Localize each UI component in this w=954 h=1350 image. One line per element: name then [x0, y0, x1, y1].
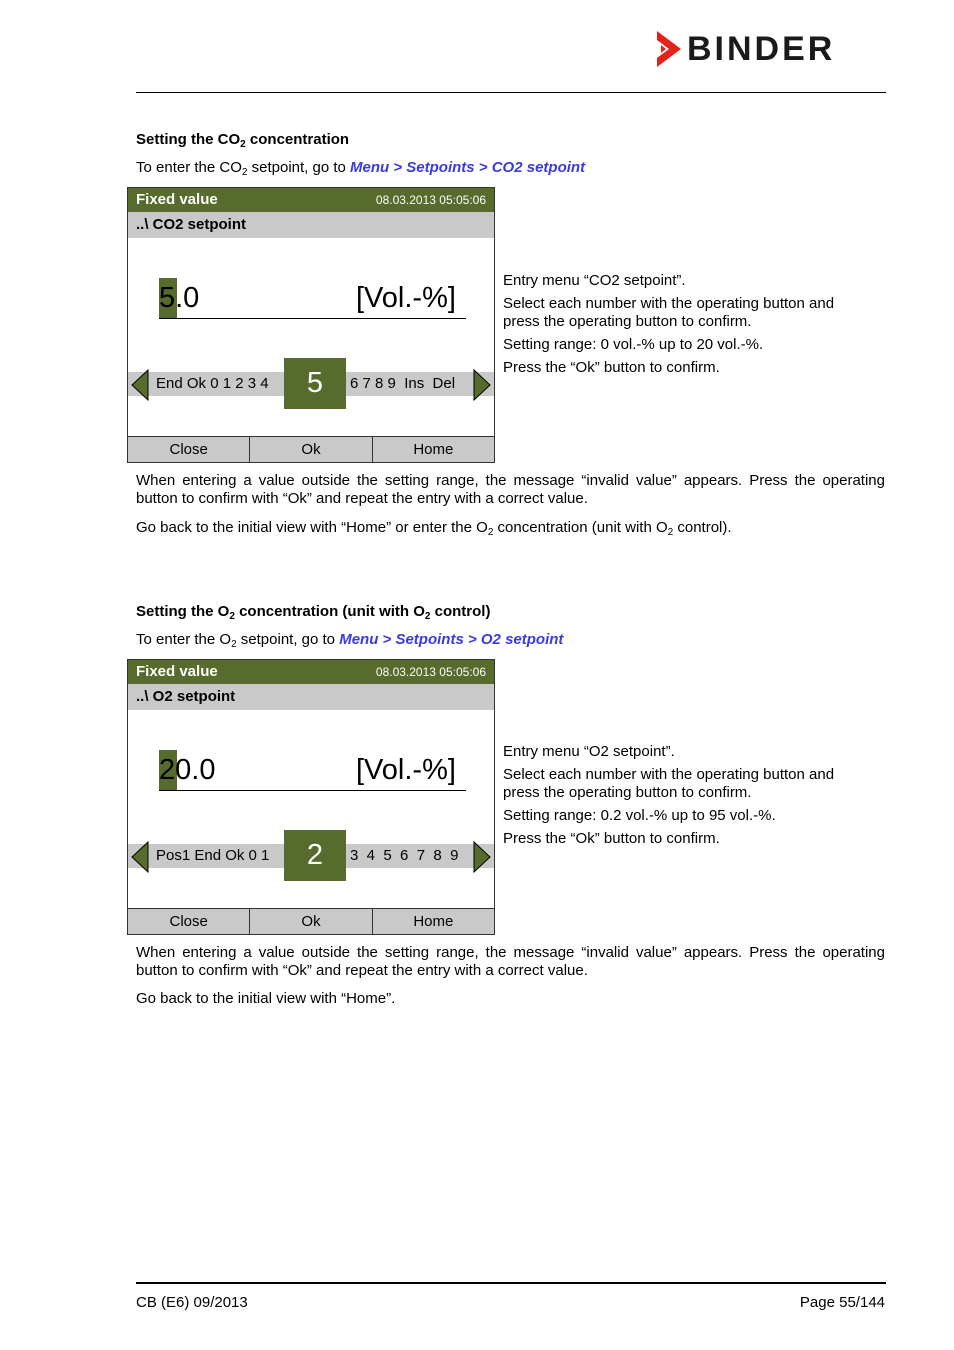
desc-line: Setting range: 0 vol.-% up to 20 vol.-%. [503, 336, 764, 353]
selector-left-items: End Ok 0 1 2 3 4 [156, 375, 269, 392]
screen-button-row [128, 908, 494, 935]
close-button[interactable]: Close [169, 913, 208, 930]
binder-logo [655, 30, 835, 68]
screen-title: Fixed value [136, 191, 218, 208]
setpoint-value-field[interactable] [159, 276, 466, 319]
co2-description [503, 272, 873, 382]
close-button[interactable]: Close [169, 441, 208, 458]
co2-menu-path: Menu > Setpoints > CO2 setpoint [350, 159, 586, 176]
desc-line: Press the “Ok” button to confirm. [503, 359, 720, 376]
o2-invalid-note: When entering a value outside the setting range, the message “invalid value” appears. Press the operating button to confirm with “Ok” and repeat the entry with a correct value. [136, 944, 885, 979]
setpoint-value: 20.0 [159, 754, 216, 786]
desc-line: Select each number with the operating button and press the operating button to confirm. [503, 295, 835, 330]
o2-menu-path: Menu > Setpoints > O2 setpoint [339, 631, 564, 648]
o2-intro: To enter the $O_2$ setpoint, go to Menu > Setpoints > O2 setpoint [136, 631, 564, 650]
setpoint-value: 5.0 [159, 282, 200, 314]
co2-heading: Setting the $CO_2$ concentration [136, 131, 350, 150]
selector-right-items: 6 7 8 9 Ins Del [350, 375, 456, 392]
selector-left-items: Pos1 End Ok 0 1 [156, 847, 270, 864]
arrow-left-icon[interactable] [130, 369, 150, 401]
screen-title: Fixed value [136, 663, 218, 680]
footer-rule [136, 1282, 886, 1284]
co2-setpoint-screen [127, 187, 495, 463]
header-rule [136, 92, 886, 93]
arrow-left-icon[interactable] [130, 841, 150, 873]
co2-back-note: Go back to the initial view with “Home” or enter the $O_2$ concentration (unit with $O_2$ control). [136, 519, 732, 538]
screen-breadcrumb: ..\ O2 setpoint [128, 684, 494, 710]
arrow-right-icon[interactable] [472, 369, 492, 401]
setpoint-unit: [Vol.-%] [356, 754, 456, 786]
desc-line: Setting range: 0.2 vol.-% up to 95 vol.-%. [503, 807, 776, 824]
setpoint-unit: [Vol.-%] [356, 282, 456, 314]
o2-setpoint-screen [127, 659, 495, 935]
binder-logo-icon [655, 31, 683, 67]
logo-text: BINDER [687, 30, 836, 68]
o2-back-note: Go back to the initial view with “Home”. [136, 990, 396, 1007]
screen-header [128, 660, 494, 684]
desc-line: Entry menu “O2 setpoint”. [503, 743, 675, 760]
footer-page-number: Page 55/144 [799, 1294, 885, 1311]
footer-doc-code: CB (E6) 09/2013 [136, 1294, 248, 1311]
screen-button-row [128, 436, 494, 463]
home-button[interactable]: Home [372, 437, 494, 463]
home-button[interactable]: Home [372, 909, 494, 935]
selector-right-items: 3 4 5 6 7 8 9 [350, 847, 459, 864]
screen-breadcrumb: ..\ CO2 setpoint [128, 212, 494, 238]
screen-datetime: 08.03.2013 05:05:06 [375, 193, 486, 207]
desc-line: Press the “Ok” button to confirm. [503, 830, 720, 847]
screen-header [128, 188, 494, 212]
setpoint-value-field[interactable] [159, 748, 466, 791]
arrow-right-icon[interactable] [472, 841, 492, 873]
ok-button[interactable]: Ok [249, 909, 371, 935]
desc-line: Entry menu “CO2 setpoint”. [503, 272, 686, 289]
co2-intro: To enter the $CO_2$ setpoint, go to Menu > Setpoints > CO2 setpoint [136, 159, 586, 178]
o2-heading: Setting the $O_2$ concentration (unit with $O_2$ control) [136, 603, 491, 622]
screen-datetime: 08.03.2013 05:05:06 [375, 665, 486, 679]
co2-invalid-note: When entering a value outside the setting range, the message “invalid value” appears. Press the operating button to confirm with “Ok” and repeat the entry with a correct value. [136, 472, 885, 507]
o2-description [503, 743, 873, 853]
selected-digit[interactable]: 5 [284, 358, 346, 409]
selected-digit[interactable]: 2 [284, 830, 346, 881]
desc-line: Select each number with the operating button and press the operating button to confirm. [503, 766, 835, 801]
ok-button[interactable]: Ok [249, 437, 371, 463]
